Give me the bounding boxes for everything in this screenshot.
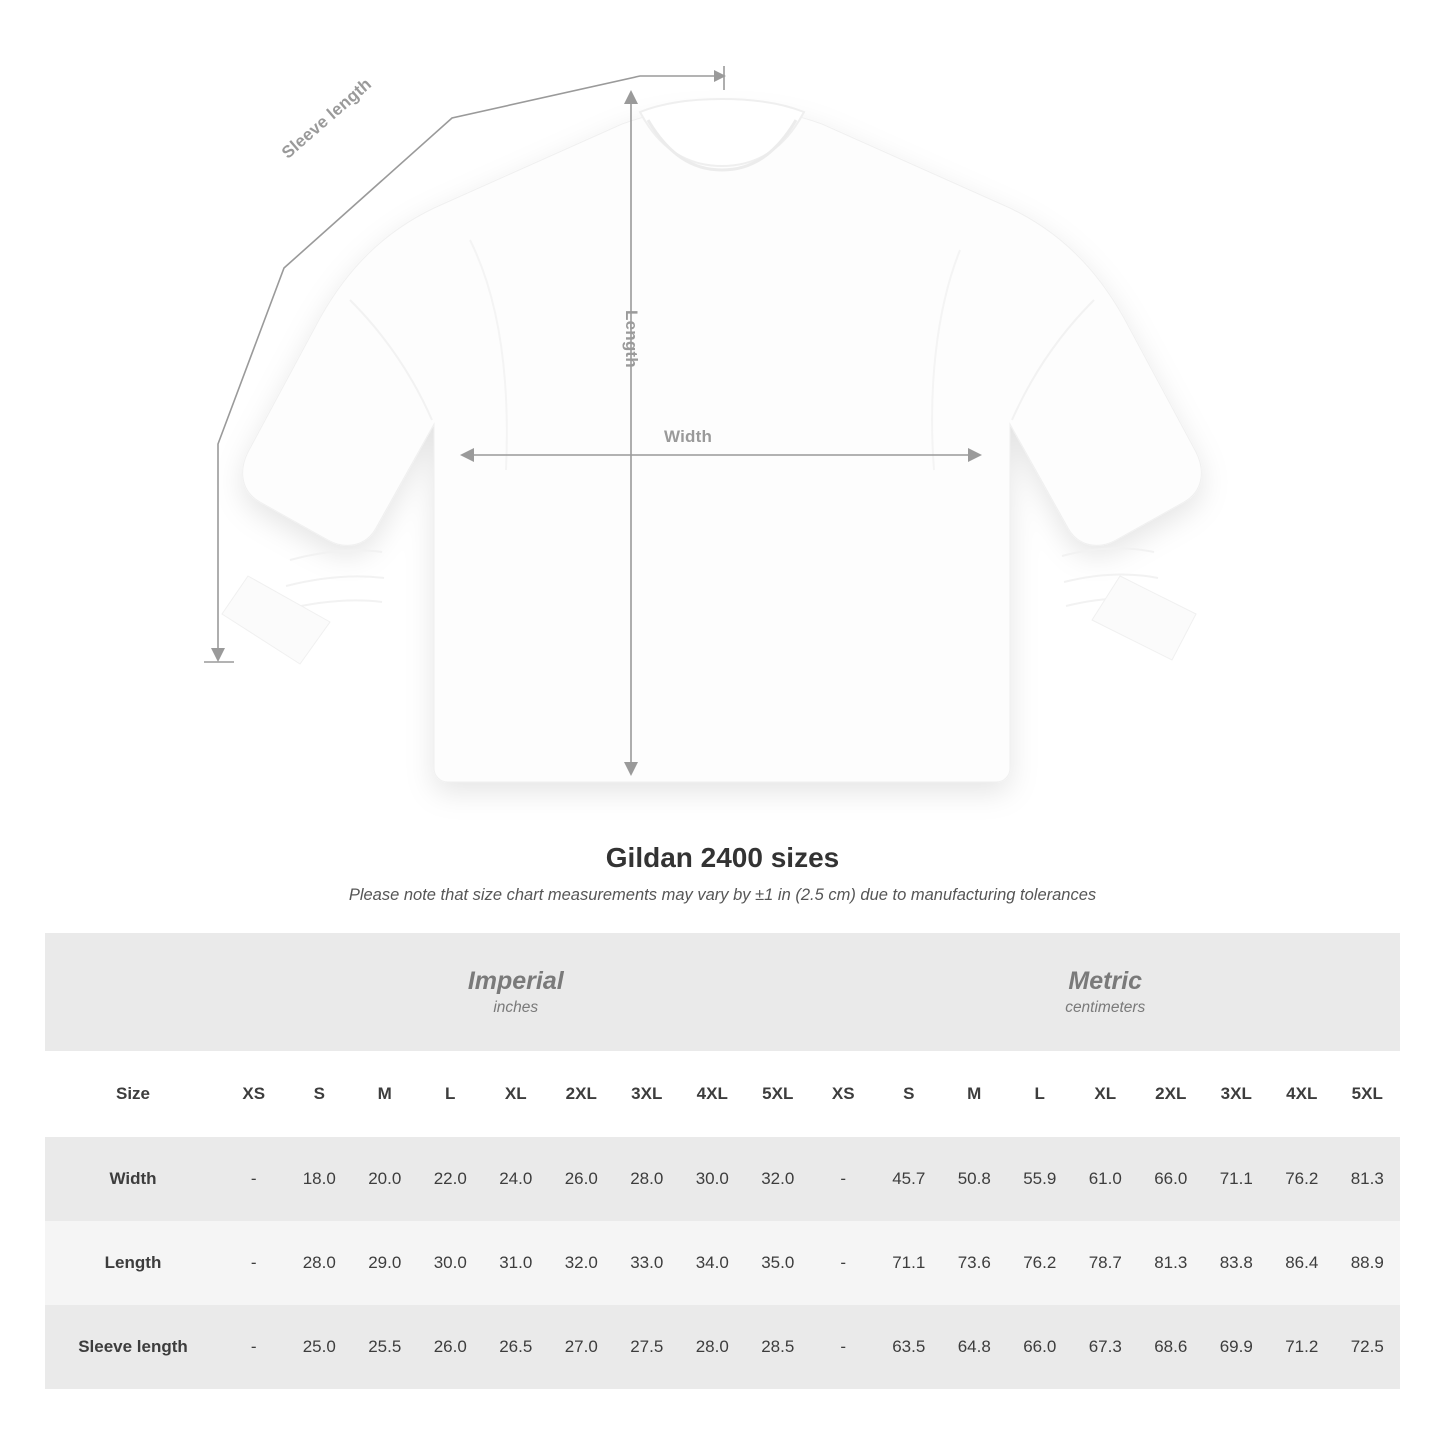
cell-length-met-s: 71.1 — [876, 1221, 942, 1305]
cell-length-imp-xs: - — [221, 1221, 287, 1305]
width-label: Width — [664, 427, 713, 446]
cell-sleeve-met-xl: 67.3 — [1073, 1305, 1139, 1389]
cell-length-met-3xl: 83.8 — [1204, 1221, 1270, 1305]
unit-name-imperial: Imperial — [467, 966, 564, 995]
size-table-wrapper — [45, 933, 1400, 1389]
cell-width-imp-4xl: 30.0 — [680, 1137, 746, 1221]
table-row — [45, 1221, 1400, 1305]
column-header-met-2xl: 2XL — [1138, 1051, 1204, 1137]
cell-sleeve-imp-xs: - — [221, 1305, 287, 1389]
column-header-met-3xl: 3XL — [1204, 1051, 1270, 1137]
cell-width-met-xl: 61.0 — [1073, 1137, 1139, 1221]
cell-width-imp-3xl: 28.0 — [614, 1137, 680, 1221]
cell-sleeve-met-l: 66.0 — [1007, 1305, 1073, 1389]
unit-name-metric: Metric — [1068, 966, 1143, 995]
cell-length-imp-s: 28.0 — [287, 1221, 353, 1305]
column-header-met-4xl: 4XL — [1269, 1051, 1335, 1137]
cell-sleeve-met-2xl: 68.6 — [1138, 1305, 1204, 1389]
unit-sub-metric: centimeters — [1065, 999, 1146, 1017]
cell-sleeve-imp-s: 25.0 — [287, 1305, 353, 1389]
column-header-imp-m: M — [352, 1051, 418, 1137]
column-header-met-5xl: 5XL — [1335, 1051, 1401, 1137]
cell-sleeve-imp-xl: 26.5 — [483, 1305, 549, 1389]
unit-sub-imperial: inches — [493, 999, 539, 1017]
column-header-met-xs: XS — [811, 1051, 877, 1137]
table-row — [45, 1305, 1400, 1389]
cell-length-imp-3xl: 33.0 — [614, 1221, 680, 1305]
cell-sleeve-imp-4xl: 28.0 — [680, 1305, 746, 1389]
column-header-imp-xl: XL — [483, 1051, 549, 1137]
page-title: Gildan 2400 sizes — [605, 842, 840, 873]
unit-header-spacer — [45, 933, 221, 1051]
unit-header-metric — [811, 933, 1401, 1051]
cell-sleeve-met-m: 64.8 — [942, 1305, 1008, 1389]
cell-width-imp-xs: - — [221, 1137, 287, 1221]
cell-width-met-s: 45.7 — [876, 1137, 942, 1221]
unit-header-imperial — [221, 933, 811, 1051]
column-header-imp-2xl: 2XL — [549, 1051, 615, 1137]
cell-sleeve-met-s: 63.5 — [876, 1305, 942, 1389]
column-header-imp-3xl: 3XL — [614, 1051, 680, 1137]
cell-width-met-m: 50.8 — [942, 1137, 1008, 1221]
cell-length-imp-4xl: 34.0 — [680, 1221, 746, 1305]
row-header-sleeve-length: Sleeve length — [45, 1305, 221, 1389]
cell-sleeve-met-4xl: 71.2 — [1269, 1305, 1335, 1389]
column-header-imp-5xl: 5XL — [745, 1051, 811, 1137]
unit-header-row — [45, 933, 1400, 1051]
cell-sleeve-met-5xl: 72.5 — [1335, 1305, 1401, 1389]
cell-width-imp-2xl: 26.0 — [549, 1137, 615, 1221]
column-header-imp-xs: XS — [221, 1051, 287, 1137]
column-header-size: Size — [45, 1051, 221, 1137]
column-header-met-s: S — [876, 1051, 942, 1137]
tolerance-note: Please note that size chart measurements may vary by ±1 in (2.5 cm) due to manufacturing tolerances — [348, 886, 1097, 904]
cell-width-met-2xl: 66.0 — [1138, 1137, 1204, 1221]
cell-sleeve-met-3xl: 69.9 — [1204, 1305, 1270, 1389]
length-label: Length — [622, 310, 641, 368]
table-row — [45, 1137, 1400, 1221]
column-header-met-m: M — [942, 1051, 1008, 1137]
cell-width-imp-m: 20.0 — [352, 1137, 418, 1221]
cell-width-imp-s: 18.0 — [287, 1137, 353, 1221]
size-header-row — [45, 1051, 1400, 1137]
cell-sleeve-met-xs: - — [811, 1305, 877, 1389]
cell-sleeve-imp-l: 26.0 — [418, 1305, 484, 1389]
cell-length-imp-2xl: 32.0 — [549, 1221, 615, 1305]
cell-length-imp-xl: 31.0 — [483, 1221, 549, 1305]
cell-sleeve-imp-m: 25.5 — [352, 1305, 418, 1389]
cell-length-imp-m: 29.0 — [352, 1221, 418, 1305]
sleeve-length-label: Sleeve length — [278, 74, 376, 163]
cell-width-met-xs: - — [811, 1137, 877, 1221]
cell-width-imp-xl: 24.0 — [483, 1137, 549, 1221]
column-header-imp-4xl: 4XL — [680, 1051, 746, 1137]
cell-sleeve-imp-2xl: 27.0 — [549, 1305, 615, 1389]
cell-width-met-3xl: 71.1 — [1204, 1137, 1270, 1221]
row-header-width: Width — [45, 1137, 221, 1221]
cell-width-met-5xl: 81.3 — [1335, 1137, 1401, 1221]
column-header-imp-s: S — [287, 1051, 353, 1137]
title-block — [0, 842, 1445, 905]
cell-width-imp-5xl: 32.0 — [745, 1137, 811, 1221]
size-table — [45, 933, 1400, 1389]
column-header-met-xl: XL — [1073, 1051, 1139, 1137]
cell-length-met-l: 76.2 — [1007, 1221, 1073, 1305]
column-header-imp-l: L — [418, 1051, 484, 1137]
cell-length-met-xs: - — [811, 1221, 877, 1305]
cell-width-met-l: 55.9 — [1007, 1137, 1073, 1221]
cell-length-met-2xl: 81.3 — [1138, 1221, 1204, 1305]
cell-length-imp-l: 30.0 — [418, 1221, 484, 1305]
row-header-length: Length — [45, 1221, 221, 1305]
cell-length-met-4xl: 86.4 — [1269, 1221, 1335, 1305]
cell-length-imp-5xl: 35.0 — [745, 1221, 811, 1305]
cell-length-met-m: 73.6 — [942, 1221, 1008, 1305]
column-header-met-l: L — [1007, 1051, 1073, 1137]
cell-sleeve-imp-5xl: 28.5 — [745, 1305, 811, 1389]
cell-length-met-xl: 78.7 — [1073, 1221, 1139, 1305]
cell-width-imp-l: 22.0 — [418, 1137, 484, 1221]
cell-width-met-4xl: 76.2 — [1269, 1137, 1335, 1221]
cell-sleeve-imp-3xl: 27.5 — [614, 1305, 680, 1389]
cell-length-met-5xl: 88.9 — [1335, 1221, 1401, 1305]
